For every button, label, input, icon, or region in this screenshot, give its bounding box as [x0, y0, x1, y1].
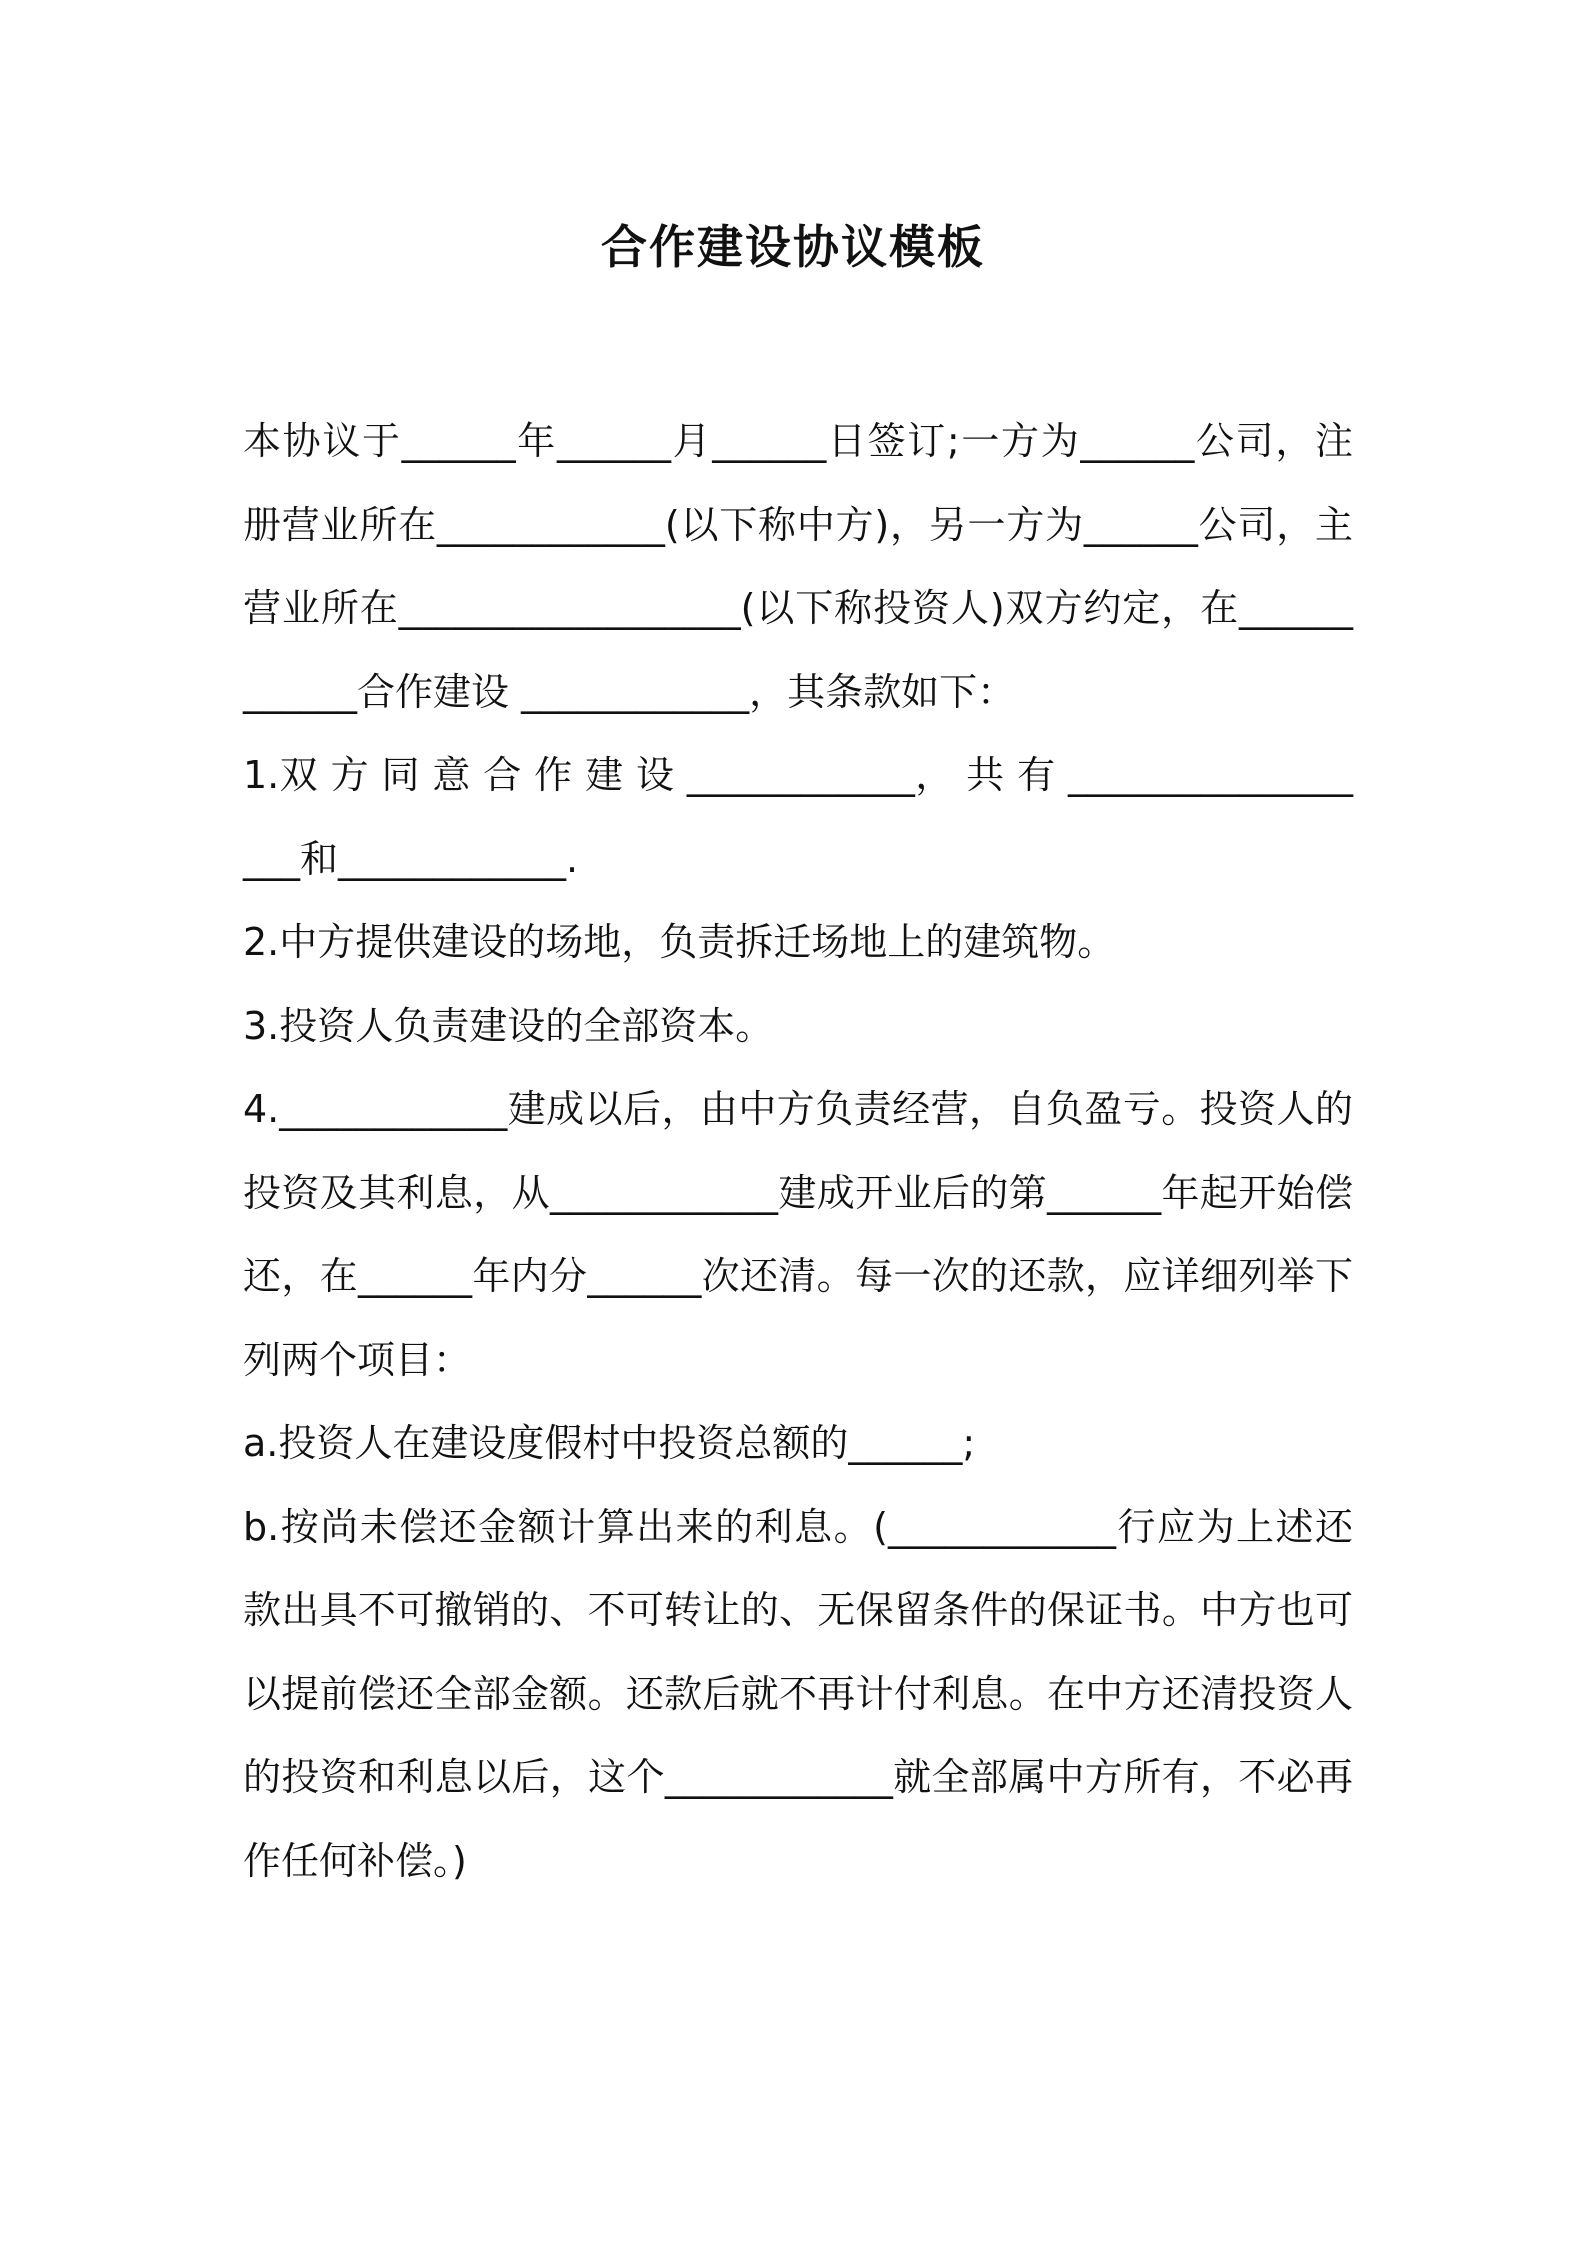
document-title: 合作建设协议模板: [601, 220, 985, 274]
document-body: [243, 400, 1353, 1903]
paragraph-item-b: b.按尚未偿还金额计算出来的利息。(____________行应为上述还款出具不可撤销的、不可转让的、无保留条件的保证书。中方也可以提前偿还全部金额。还款后就不再计付利息。在中方还清投资人的投资和利息以后，这个____________就全部属中方所有，不必再作任何补偿。): [243, 1504, 1353, 1883]
paragraph-clause-1: 1.双 方 同 意 合 作 建 设 ____________， 共 有 __________________和____________.: [243, 753, 1353, 881]
paragraph-item-a: a.投资人在建设度假村中投资总额的______;: [243, 1421, 976, 1465]
paragraph-clause-3: 3.投资人负责建设的全部资本。: [243, 1003, 774, 1048]
paragraph-clause-2: 2.中方提供建设的场地，负责拆迁场地上的建筑物。: [243, 920, 1116, 964]
paragraph-preamble: 本协议于______年______月______日签订;一方为______公司，注册营业所在____________(以下称中方)，另一方为______公司，主营业所在__________________(以下称投资人)双方约定，在____________合作建设 ____________，其条款如下：: [243, 419, 1353, 714]
paragraph-clause-4: 4.____________建成以后，由中方负责经营，自负盈亏。投资人的投资及其利息，从____________建成开业后的第______年起开始偿还，在______年内分______次还清。每一次的还款，应详细列举下列两个项目：: [243, 1087, 1353, 1382]
